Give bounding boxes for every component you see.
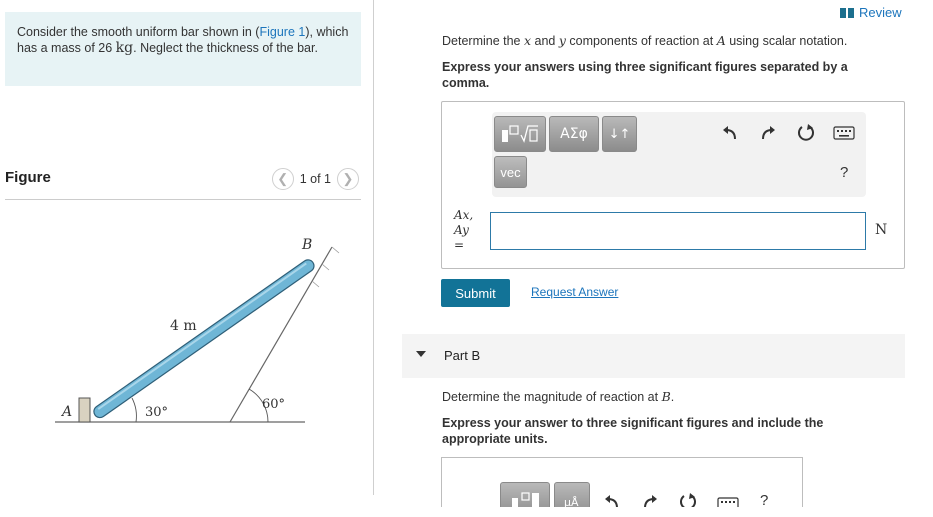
- figure-pager: [272, 168, 359, 190]
- review-link[interactable]: [840, 5, 902, 20]
- angle-arc-bar: [132, 398, 136, 422]
- reset-icon[interactable]: [796, 123, 816, 143]
- problem-statement: [5, 12, 361, 86]
- label-point-a: A: [62, 404, 73, 420]
- part-b-header[interactable]: [402, 334, 905, 378]
- part-a-instructions: Express your answers using three significant figures separated by a comma.: [442, 60, 848, 90]
- answer-unit: N: [875, 222, 888, 238]
- templates-icon[interactable]: [500, 482, 550, 507]
- answer-variable-label: Ax, Ay =: [454, 208, 474, 252]
- greek-symbols-button[interactable]: ΑΣφ: [549, 116, 599, 152]
- chevron-right-icon[interactable]: ❯: [337, 168, 359, 190]
- review-label: Review: [859, 5, 902, 20]
- book-icon: [840, 8, 854, 18]
- arrows-button[interactable]: ↓↑: [602, 116, 637, 152]
- undo-icon[interactable]: [602, 492, 622, 507]
- vec-button[interactable]: vec: [494, 156, 527, 188]
- label-point-b: B: [302, 237, 313, 253]
- keyboard-icon[interactable]: [716, 494, 740, 507]
- var-b: B: [661, 389, 671, 404]
- help-button[interactable]: ?: [840, 164, 849, 181]
- templates-icon[interactable]: [494, 116, 546, 152]
- pager-text: 1 of 1: [299, 172, 331, 186]
- reset-icon[interactable]: [678, 492, 698, 507]
- incline-hatching: [312, 247, 339, 287]
- var-x: x: [523, 33, 532, 48]
- mass-unit: kg: [115, 40, 134, 56]
- equation-toolbar: [492, 112, 866, 197]
- svg-text:μÅ: μÅ: [564, 496, 579, 507]
- answer-box-part-b: [441, 457, 803, 507]
- answer-input[interactable]: [490, 212, 866, 250]
- caret-down-icon: [416, 351, 426, 357]
- part-b-instructions: Express your answer to three significant figures and include the appropriate units.: [442, 416, 824, 446]
- bar: [92, 258, 317, 420]
- units-button[interactable]: [554, 482, 590, 507]
- help-button-part-b[interactable]: ?: [760, 492, 769, 507]
- panel-divider: [373, 0, 374, 495]
- equation-toolbar-part-b: [492, 468, 792, 507]
- problem-text-end: . Neglect the thickness of the bar.: [133, 41, 318, 55]
- figure-link[interactable]: Figure 1: [259, 25, 306, 39]
- chevron-left-icon[interactable]: ❮: [272, 168, 294, 190]
- label-length: 4 m: [170, 318, 197, 334]
- figure-title: Figure: [5, 169, 51, 186]
- part-a-question: Determine the x and y components of reaction at A using scalar notation.: [442, 33, 848, 48]
- figure-diagram: [40, 225, 350, 430]
- redo-icon[interactable]: [640, 492, 660, 507]
- keyboard-icon[interactable]: [832, 123, 856, 143]
- var-y: y: [558, 33, 566, 48]
- wall-block: [79, 398, 90, 422]
- figure-header: [5, 160, 361, 200]
- redo-icon[interactable]: [758, 123, 778, 143]
- var-a: A: [716, 33, 726, 48]
- label-angle-bar: 30°: [145, 405, 169, 420]
- answer-box-part-a: [441, 101, 905, 269]
- undo-icon[interactable]: [720, 123, 740, 143]
- request-answer-link[interactable]: Request Answer: [531, 285, 619, 299]
- part-b-question: Determine the magnitude of reaction at B.: [442, 389, 675, 404]
- part-b-title: Part B: [444, 348, 481, 363]
- problem-text-mass: ), which has a mass of 26: [17, 25, 349, 55]
- incline-line: [230, 247, 332, 422]
- label-angle-incline: 60°: [262, 397, 286, 412]
- problem-text-start: Consider the smooth uniform bar shown in (: [17, 25, 260, 39]
- submit-button[interactable]: Submit: [441, 279, 510, 307]
